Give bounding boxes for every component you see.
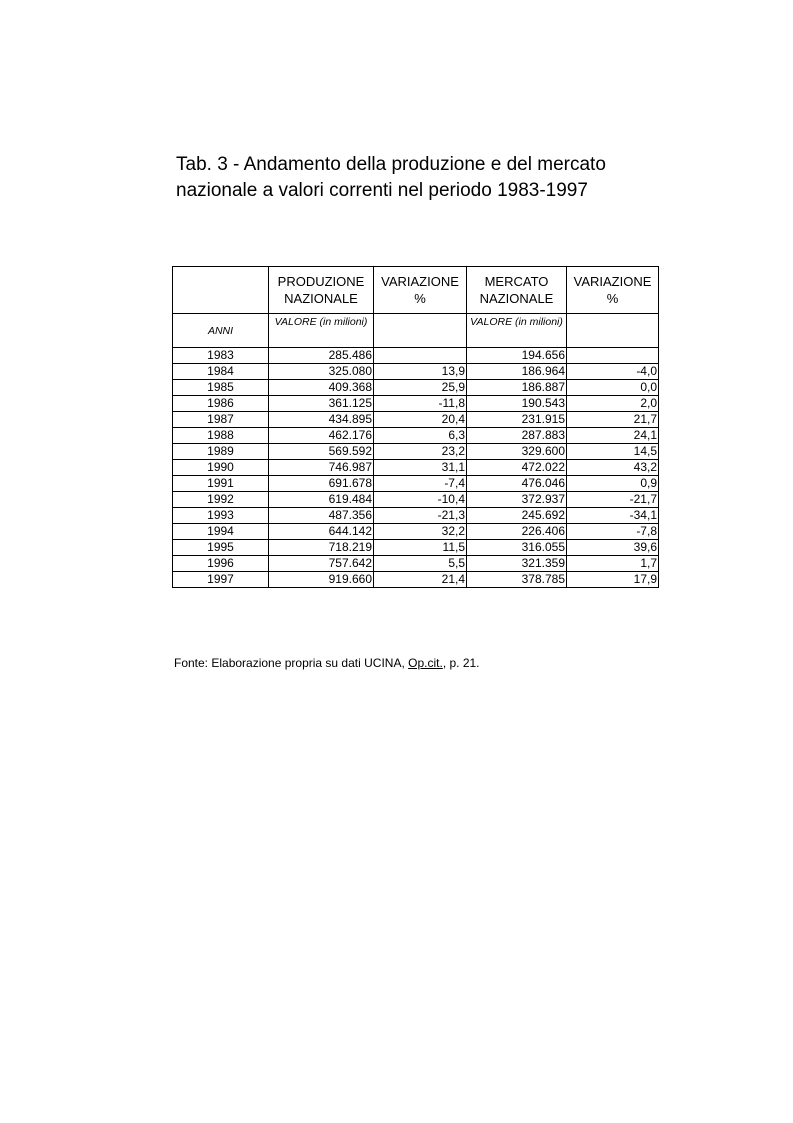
cell-mercato: 194.656 — [467, 348, 567, 364]
subheader-empty-1 — [374, 314, 467, 348]
cell-variazione-mercato: 1,7 — [567, 556, 659, 572]
cell-variazione-mercato — [567, 348, 659, 364]
cell-anno: 1988 — [173, 428, 269, 444]
cell-produzione: 462.176 — [269, 428, 374, 444]
cell-mercato: 372.937 — [467, 492, 567, 508]
cell-variazione-mercato: 0,9 — [567, 476, 659, 492]
cell-produzione: 285.486 — [269, 348, 374, 364]
cell-produzione: 746.987 — [269, 460, 374, 476]
cell-mercato: 226.406 — [467, 524, 567, 540]
cell-anno: 1992 — [173, 492, 269, 508]
table-row — [173, 508, 659, 524]
cell-produzione: 569.592 — [269, 444, 374, 460]
table-row — [173, 348, 659, 364]
cell-variazione-produzione: 25,9 — [374, 380, 467, 396]
cell-variazione-produzione: 31,1 — [374, 460, 467, 476]
cell-mercato: 329.600 — [467, 444, 567, 460]
table-row — [173, 380, 659, 396]
header-produzione: PRODUZIONE NAZIONALE — [269, 267, 374, 314]
cell-variazione-produzione — [374, 348, 467, 364]
cell-variazione-mercato: 39,6 — [567, 540, 659, 556]
cell-variazione-produzione: 23,2 — [374, 444, 467, 460]
table-row — [173, 492, 659, 508]
source-note — [174, 656, 480, 671]
cell-anno: 1983 — [173, 348, 269, 364]
cell-variazione-produzione: 6,3 — [374, 428, 467, 444]
cell-mercato: 186.887 — [467, 380, 567, 396]
cell-mercato: 321.359 — [467, 556, 567, 572]
cell-produzione: 644.142 — [269, 524, 374, 540]
table-row — [173, 540, 659, 556]
cell-mercato: 190.543 — [467, 396, 567, 412]
cell-anno: 1995 — [173, 540, 269, 556]
cell-anno: 1996 — [173, 556, 269, 572]
table-row — [173, 524, 659, 540]
cell-mercato: 231.915 — [467, 412, 567, 428]
data-table — [172, 266, 659, 588]
cell-mercato: 245.692 — [467, 508, 567, 524]
header-mercato: MERCATO NAZIONALE — [467, 267, 567, 314]
table-title-line-1: Tab. 3 - Andamento della produzione e del mercato — [176, 154, 606, 175]
cell-variazione-mercato: 2,0 — [567, 396, 659, 412]
table-row — [173, 460, 659, 476]
cell-anno: 1989 — [173, 444, 269, 460]
cell-anno: 1987 — [173, 412, 269, 428]
table-row — [173, 556, 659, 572]
cell-produzione: 409.368 — [269, 380, 374, 396]
cell-anno: 1985 — [173, 380, 269, 396]
cell-variazione-mercato: 21,7 — [567, 412, 659, 428]
cell-mercato: 378.785 — [467, 572, 567, 588]
table-row — [173, 572, 659, 588]
cell-produzione: 619.484 — [269, 492, 374, 508]
source-reference: Op.cit. — [408, 656, 443, 670]
cell-produzione: 691.678 — [269, 476, 374, 492]
table-row — [173, 364, 659, 380]
subheader-valore-produzione: VALORE (in milioni) — [269, 314, 374, 348]
cell-anno: 1986 — [173, 396, 269, 412]
cell-variazione-mercato: 43,2 — [567, 460, 659, 476]
header-row — [173, 267, 659, 314]
source-prefix: Fonte: Elaborazione propria su dati UCINA, — [174, 656, 409, 670]
cell-produzione: 919.660 — [269, 572, 374, 588]
subheader-empty-2 — [567, 314, 659, 348]
subheader-valore-mercato: VALORE (in milioni) — [467, 314, 567, 348]
cell-variazione-mercato: 14,5 — [567, 444, 659, 460]
cell-variazione-mercato: 24,1 — [567, 428, 659, 444]
subheader-anni: ANNI — [173, 314, 269, 348]
subheader-row — [173, 314, 659, 348]
cell-variazione-mercato: 17,9 — [567, 572, 659, 588]
cell-produzione: 487.356 — [269, 508, 374, 524]
cell-variazione-mercato: -4,0 — [567, 364, 659, 380]
cell-variazione-produzione: 13,9 — [374, 364, 467, 380]
cell-produzione: 718.219 — [269, 540, 374, 556]
cell-variazione-produzione: 21,4 — [374, 572, 467, 588]
cell-mercato: 186.964 — [467, 364, 567, 380]
cell-mercato: 472.022 — [467, 460, 567, 476]
header-empty — [173, 267, 269, 314]
cell-variazione-produzione: -21,3 — [374, 508, 467, 524]
cell-mercato: 476.046 — [467, 476, 567, 492]
cell-mercato: 316.055 — [467, 540, 567, 556]
cell-variazione-produzione: 20,4 — [374, 412, 467, 428]
table-row — [173, 444, 659, 460]
cell-variazione-mercato: -34,1 — [567, 508, 659, 524]
cell-variazione-produzione: -11,8 — [374, 396, 467, 412]
cell-variazione-mercato: -7,8 — [567, 524, 659, 540]
source-suffix: , p. 21. — [442, 656, 480, 670]
table-title — [176, 152, 656, 204]
header-variazione-mercato: VARIAZIONE % — [567, 267, 659, 314]
table-row — [173, 412, 659, 428]
table-row — [173, 476, 659, 492]
cell-produzione: 434.895 — [269, 412, 374, 428]
cell-produzione: 325.080 — [269, 364, 374, 380]
cell-variazione-mercato: -21,7 — [567, 492, 659, 508]
cell-produzione: 757.642 — [269, 556, 374, 572]
header-variazione-produzione: VARIAZIONE % — [374, 267, 467, 314]
cell-mercato: 287.883 — [467, 428, 567, 444]
table-title-line-2: nazionale a valori correnti nel periodo 1983-1997 — [176, 180, 588, 201]
table-row — [173, 428, 659, 444]
cell-anno: 1993 — [173, 508, 269, 524]
cell-anno: 1990 — [173, 460, 269, 476]
cell-variazione-produzione: -7,4 — [374, 476, 467, 492]
cell-anno: 1991 — [173, 476, 269, 492]
cell-variazione-produzione: 5,5 — [374, 556, 467, 572]
cell-anno: 1997 — [173, 572, 269, 588]
cell-variazione-produzione: -10,4 — [374, 492, 467, 508]
table-body — [173, 348, 659, 588]
cell-produzione: 361.125 — [269, 396, 374, 412]
cell-anno: 1984 — [173, 364, 269, 380]
cell-variazione-mercato: 0,0 — [567, 380, 659, 396]
cell-anno: 1994 — [173, 524, 269, 540]
table-row — [173, 396, 659, 412]
cell-variazione-produzione: 32,2 — [374, 524, 467, 540]
cell-variazione-produzione: 11,5 — [374, 540, 467, 556]
